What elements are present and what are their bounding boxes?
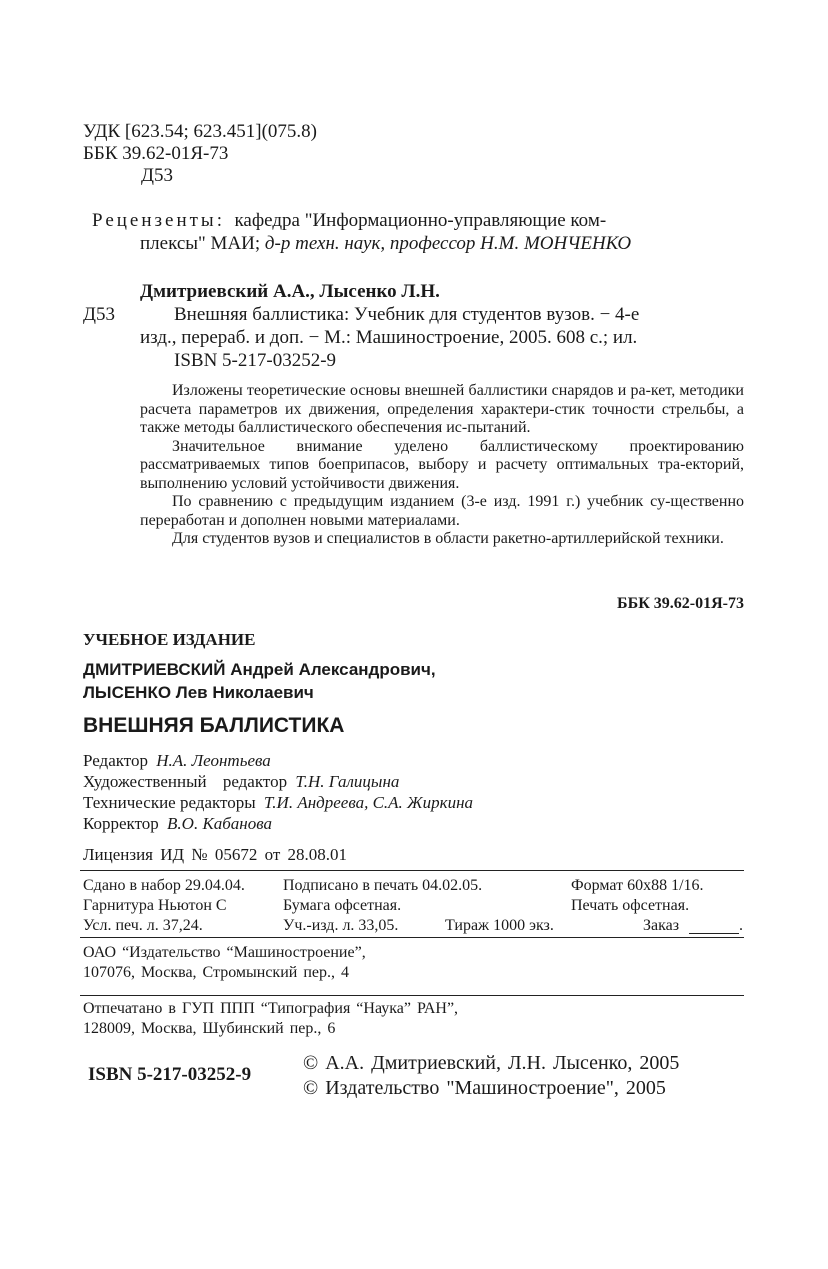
credit-role: Редактор bbox=[83, 751, 148, 770]
credit-names: Н.А. Леонтьева bbox=[156, 751, 271, 770]
reviewers-professor: д-р техн. наук, профессор Н.М. МОНЧЕНКО bbox=[264, 233, 632, 254]
print-r2c2: Бумага офсетная. bbox=[283, 897, 402, 914]
copyright-authors: © А.А. Дмитриевский, Л.Н. Лысенко, 2005 bbox=[303, 1052, 680, 1074]
credit-art-editor bbox=[83, 772, 399, 792]
bib-code: Д53 bbox=[83, 304, 115, 325]
abstract-p2: Значительное внимание уделено баллистическому проектированию рассматриваемых типов боеприпасов, выбору и расчету оптимальных тра-екторий, выполнению условий устойчивости движения. bbox=[140, 437, 744, 492]
print-r2c1: Гарнитура Ньютон С bbox=[83, 897, 227, 914]
abstract-p4: Для студентов вузов и специалистов в области ракетно-артиллерийской техники. bbox=[172, 530, 724, 547]
credit-names: Т.И. Андреева, С.А. Жиркина bbox=[263, 793, 474, 812]
bbk-line: ББК 39.62-01Я-73 bbox=[83, 143, 229, 164]
printer-line-2: 128009, Москва, Шубинский пер., 6 bbox=[83, 1020, 336, 1037]
print-r1c3: Формат 60х88 1/16. bbox=[571, 877, 704, 894]
print-r1c1: Сдано в набор 29.04.04. bbox=[83, 877, 245, 894]
edition-author-2: ЛЫСЕНКО Лев Николаевич bbox=[83, 683, 314, 702]
publisher-line-1: ОАО “Издательство “Машиностроение”, bbox=[83, 944, 366, 961]
credit-role: Корректор bbox=[83, 814, 159, 833]
reviewers-line-2 bbox=[140, 233, 631, 255]
udk-line: УДК [623.54; 623.451](075.8) bbox=[83, 121, 318, 142]
print-r3c5: . bbox=[739, 917, 743, 934]
abstract-bbk: ББК 39.62-01Я-73 bbox=[617, 595, 744, 612]
abstract bbox=[140, 382, 744, 549]
print-r2c3: Печать офсетная. bbox=[571, 897, 690, 914]
order-number-underline bbox=[689, 933, 739, 934]
abstract-p1: Изложены теоретические основы внешней баллистики снарядов и ра-кет, методики расчета параметров их движения, определения характери-стик точности стрельбы, а также методы баллистического обеспечения ис-пытаний. bbox=[140, 382, 744, 436]
divider bbox=[80, 937, 744, 938]
bib-isbn: ISBN 5-217-03252-9 bbox=[174, 350, 337, 371]
credit-role: Художественный редактор bbox=[83, 772, 288, 791]
bib-line-2: изд., перераб. и доп. − М.: Машиностроение, 2005. 608 с.; ил. bbox=[140, 327, 638, 348]
credit-proofreader bbox=[83, 814, 272, 834]
divider bbox=[80, 995, 744, 996]
edition-author-1: ДМИТРИЕВСКИЙ Андрей Александрович, bbox=[83, 660, 436, 679]
edition-title: ВНЕШНЯЯ БАЛЛИСТИКА bbox=[83, 714, 345, 737]
credit-names: В.О. Кабанова bbox=[167, 814, 272, 833]
credit-names: Т.Н. Галицына bbox=[295, 772, 400, 791]
credit-editor bbox=[83, 751, 271, 771]
divider bbox=[80, 870, 744, 871]
reviewers-line-1 bbox=[92, 210, 606, 232]
reviewers-dept: кафедра "Информационно-управляющие ком- bbox=[234, 210, 607, 231]
bib-authors: Дмитриевский А.А., Лысенко Л.Н. bbox=[140, 281, 440, 302]
bib-line-1: Внешняя баллистика: Учебник для студентов вузов. − 4-е bbox=[174, 304, 640, 325]
print-r3c1: Усл. печ. л. 37,24. bbox=[83, 917, 203, 934]
print-r3c3: Тираж 1000 экз. bbox=[445, 917, 554, 934]
license: Лицензия ИД № 05672 от 28.08.01 bbox=[83, 845, 348, 864]
author-code: Д53 bbox=[141, 165, 173, 186]
printer-line-1: Отпечатано в ГУП ППП “Типография “Наука” РАН”, bbox=[83, 1000, 459, 1017]
publisher-line-2: 107076, Москва, Стромынский пер., 4 bbox=[83, 964, 349, 981]
print-r3c4: Заказ bbox=[643, 917, 680, 934]
print-r1c2: Подписано в печать 04.02.05. bbox=[283, 877, 483, 894]
credit-role: Технические редакторы bbox=[83, 793, 256, 812]
edition-label: УЧЕБНОЕ ИЗДАНИЕ bbox=[83, 630, 256, 649]
footer-isbn: ISBN 5-217-03252-9 bbox=[88, 1064, 252, 1085]
abstract-p3: По сравнению с предыдущим изданием (3-е изд. 1991 г.) учебник су-щественно переработан и дополнен новыми материалами. bbox=[140, 493, 744, 529]
reviewers-label: Рецензенты: bbox=[92, 210, 225, 231]
reviewers-prefix: плексы" МАИ; bbox=[140, 233, 261, 254]
print-r3c2: Уч.-изд. л. 33,05. bbox=[283, 917, 399, 934]
credit-tech-editors bbox=[83, 793, 473, 813]
copyright-publisher: © Издательство "Машиностроение", 2005 bbox=[303, 1077, 666, 1099]
